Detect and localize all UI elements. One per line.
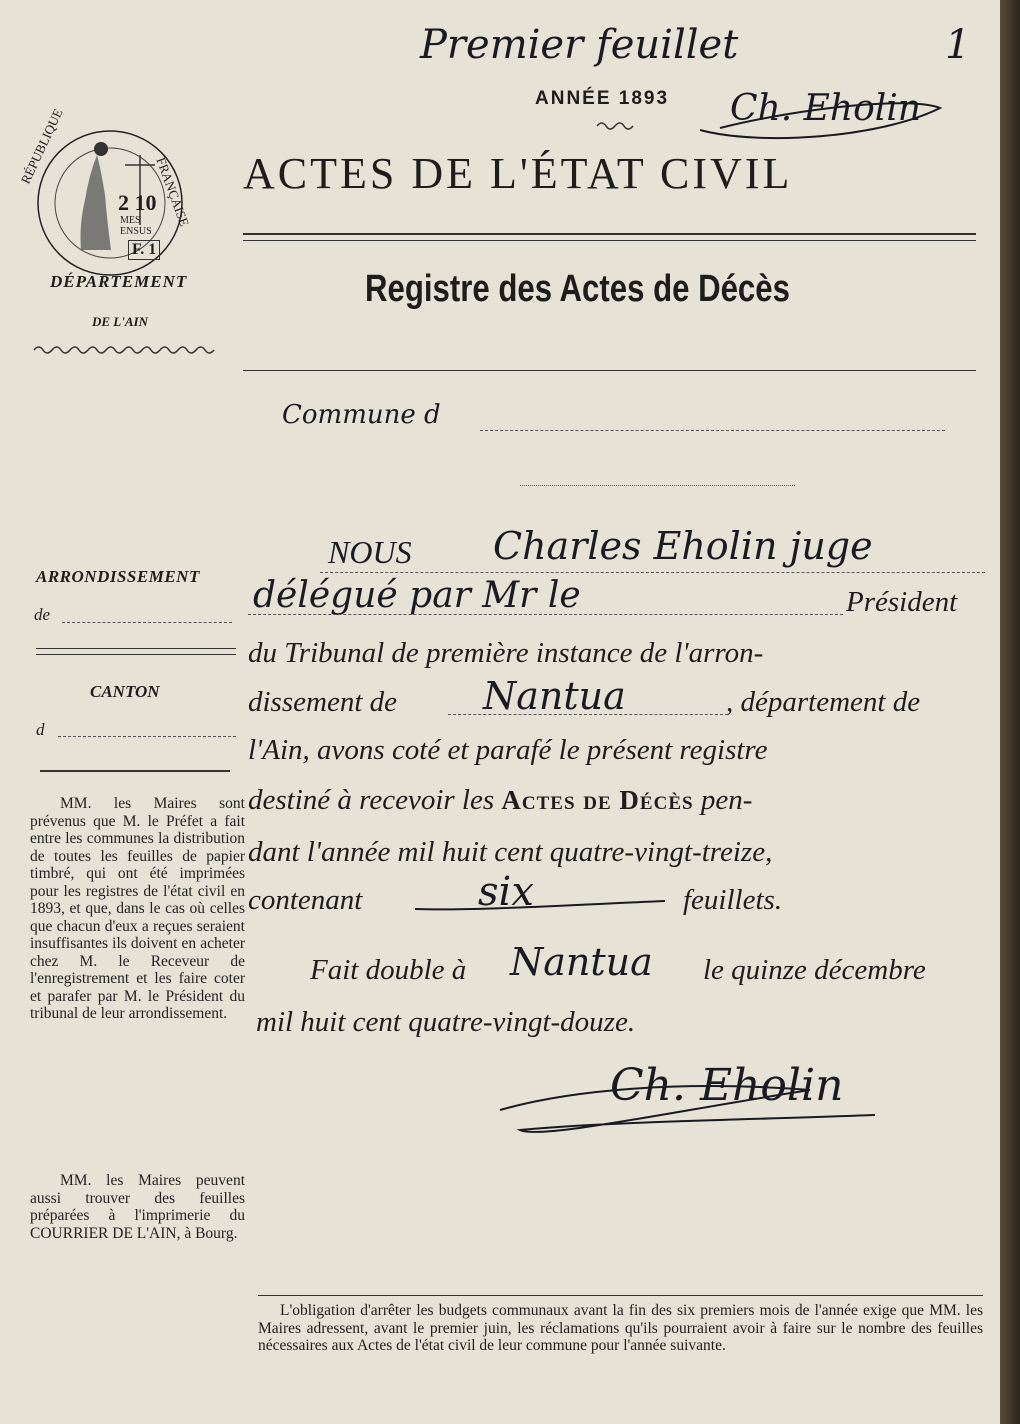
page-number: 1 (945, 22, 971, 68)
canton-d: d (36, 720, 45, 739)
president-label: Président (846, 586, 958, 618)
contenant-label: contenant (248, 884, 363, 916)
margin-note-courrier: MM. les Maires peuvent aussi trouver des feuilles préparées à l'imprimerie du COURRIER DE L'AIN, à Bourg. (30, 1172, 245, 1242)
seal-departement: DÉPARTEMENT (50, 272, 188, 291)
dissement-label: dissement de (248, 686, 397, 718)
body-line-5: l'Ain, avons coté et parafé le présent registre (248, 734, 768, 766)
seal-ensus: MES ENSUS (120, 215, 152, 237)
arrondissement-field (62, 622, 232, 623)
annee-label: ANNÉE 1893 (535, 88, 670, 109)
name-handwritten: Charles Eholin juge (493, 524, 873, 568)
register-subtitle: Registre des Actes de Décès (365, 268, 790, 310)
delegue-line (248, 614, 843, 615)
seal-ain: DE L'AIN (92, 314, 148, 329)
arrondissement-de: de (34, 605, 51, 624)
commune-field (480, 430, 945, 431)
arrondissement-label: ARRONDISSEMENT (36, 567, 200, 586)
nantua2-handwritten: Nantua (510, 940, 653, 984)
seal-f1: F. 1 (128, 240, 160, 260)
title-rule-top (243, 233, 976, 235)
signature-flourish (480, 1070, 900, 1150)
pen-label: pen- (700, 784, 753, 816)
feuillet-handwritten: Premier feuillet (420, 22, 739, 68)
title-rule-bottom (243, 240, 976, 241)
actes-deces-label: Actes de Décès (501, 785, 694, 815)
body-line-3: du Tribunal de première instance de l'arron- (248, 637, 764, 669)
body-line-10: mil huit cent quatre-vingt-douze. (256, 1006, 636, 1038)
delegue-handwritten: délégué par Mr le (253, 575, 581, 616)
seal-francaise: FRANÇAISE (153, 155, 193, 229)
nous-label: NOUS (328, 534, 412, 570)
six-handwritten: six (478, 869, 534, 915)
footer-note: L'obligation d'arrêter les budgets communaux avant la fin des six premiers mois de l'année exige que MM. les Maires adressent, avant le premier juin, les réclamations qu'ils pourraient avoir à faire sur le nombre des feuilles nécessaires aux Actes de l'état civil de leur commune pour l'année suivante. (258, 1302, 983, 1354)
nantua-handwritten: Nantua (483, 674, 626, 718)
canton-label: CANTON (90, 682, 160, 701)
signature: Ch. Eholin (610, 1060, 844, 1111)
destine-label: destiné à recevoir les (248, 784, 495, 816)
book-edge (1000, 0, 1020, 1424)
fait-double-label: Fait double à (310, 954, 467, 986)
canton-field (58, 736, 236, 737)
footer-rule (258, 1295, 983, 1296)
body-line-7: dant l'année mil huit cent quatre-vingt-treize, (248, 836, 773, 868)
name-line (320, 572, 985, 573)
feuillets-label: feuillets. (683, 884, 783, 916)
arr-rule-2 (36, 654, 236, 655)
signature-top: Ch. Eholin (730, 88, 921, 129)
body-line-6 (248, 783, 993, 817)
nantua-line (448, 714, 728, 715)
seal-ornament (32, 344, 222, 356)
departement-label: , département de (726, 686, 921, 718)
six-underline (410, 895, 670, 915)
arr-rule-1 (36, 648, 236, 649)
main-title: ACTES DE L'ÉTAT CIVIL (243, 149, 793, 198)
signature-top-flourish (680, 88, 970, 148)
date-label: le quinze décembre (703, 954, 926, 986)
canton-rule (40, 770, 230, 772)
commune-label: Commune d (282, 400, 441, 430)
margin-note-timbre: MM. les Maires sont prévenus que M. le Préfet a fait entre les communes la distribution de toutes les feuilles de papier timbré, qui ont été imprimées pour les registres de l'état civil en 1893, et que, dans le cas où celles que chacun d'eux a reçues seraient insuffisantes ils doivent en acheter chez M. le Receveur de l'enregistrement et les faire coter et parafer par M. le Président du tribunal de leur arrondissement. (30, 795, 245, 1022)
ornament-squiggle (595, 120, 635, 132)
seal-denomination: 2 10 (118, 190, 157, 215)
subtitle-rule (243, 370, 976, 371)
seal-republique: RÉPUBLIQUE (17, 106, 66, 186)
commune-dots (520, 485, 795, 486)
